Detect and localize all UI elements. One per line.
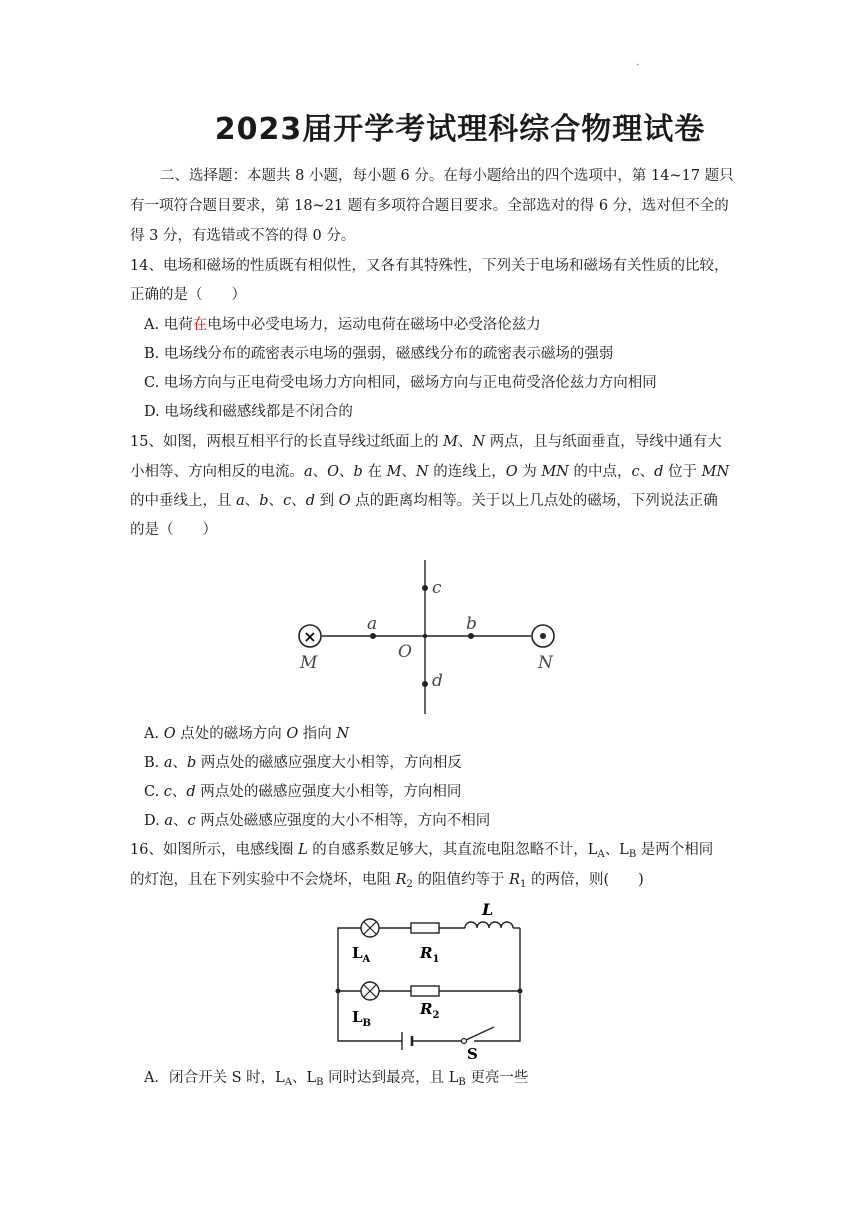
q15-var: c bbox=[187, 813, 196, 829]
q14-option-d: D. 电场线和磁感线都是不闭合的 bbox=[144, 404, 353, 420]
q15-option-a bbox=[144, 724, 349, 744]
q14-option-a bbox=[144, 315, 541, 335]
q16-var-l: L bbox=[298, 842, 308, 858]
q15-option-d bbox=[144, 811, 490, 831]
q15-text: 小相等、方向相反的电流。 bbox=[130, 464, 304, 480]
q16-text: 、L bbox=[292, 1070, 317, 1086]
q15-magnetic-field-diagram bbox=[290, 552, 570, 720]
label-a: a bbox=[367, 614, 378, 634]
q15-var: b bbox=[187, 755, 197, 771]
q15-text: 、 bbox=[172, 813, 188, 829]
point-d bbox=[422, 681, 428, 687]
label-lb bbox=[352, 1008, 371, 1029]
q15-var: MN bbox=[541, 464, 569, 480]
label-b: b bbox=[466, 614, 477, 634]
q15-text: C. bbox=[144, 784, 164, 800]
right-wire bbox=[474, 928, 520, 1041]
point-o bbox=[423, 634, 427, 638]
q16-text: 、L bbox=[604, 842, 629, 858]
q15-var: O bbox=[327, 464, 340, 480]
q15-option-c bbox=[144, 782, 461, 802]
q15-stem-line-1 bbox=[130, 432, 722, 452]
point-c bbox=[422, 585, 428, 591]
q14-option-a-text: A. 电荷 bbox=[144, 317, 193, 333]
q15-var: d bbox=[305, 493, 315, 509]
q15-text: 、 bbox=[457, 434, 473, 450]
q15-var: d bbox=[654, 464, 664, 480]
q15-var: b bbox=[353, 464, 363, 480]
q15-text: B. bbox=[144, 755, 164, 771]
label-r1 bbox=[419, 944, 439, 965]
q15-text: 的中垂线上，且 bbox=[130, 493, 237, 509]
inductor-l-icon bbox=[465, 922, 513, 928]
wire-n-out-icon bbox=[540, 633, 546, 639]
label-lb-sub: B bbox=[362, 1018, 371, 1029]
q16-text: 更亮一些 bbox=[465, 1070, 529, 1086]
q15-option-b bbox=[144, 753, 462, 773]
q15-var-m: M bbox=[443, 434, 458, 450]
label-r2 bbox=[419, 1000, 439, 1021]
q16-sub: 1 bbox=[520, 879, 527, 890]
q15-var: a bbox=[304, 464, 313, 480]
label-l: L bbox=[482, 900, 494, 919]
q14-option-c: C. 电场方向与正电荷受电场力方向相同，磁场方向与正电荷受洛伦兹力方向相同 bbox=[144, 375, 657, 391]
q15-var: a bbox=[164, 813, 173, 829]
q14-option-a-text-rest: 电场中必受电场力，运动电荷在磁场中必受洛伦兹力 bbox=[207, 317, 541, 333]
q15-text: D. bbox=[144, 813, 165, 829]
q16-text: 是两个相同 bbox=[636, 842, 714, 858]
resistor-r1-icon bbox=[411, 923, 439, 933]
wire-m-into-icon: × bbox=[303, 627, 317, 646]
q16-text: 的两倍，则( ) bbox=[526, 872, 644, 888]
section-instruction-line-1: 二、选择题：本题共 8 小题，每小题 6 分。在每小题给出的四个选项中，第 14~17 题只 bbox=[160, 168, 734, 184]
label-lb-main: L bbox=[352, 1008, 363, 1026]
label-c: c bbox=[432, 578, 442, 598]
q15-text: 、 bbox=[244, 493, 260, 509]
label-d: d bbox=[432, 671, 443, 691]
resistor-r2-icon bbox=[411, 986, 439, 996]
label-la bbox=[352, 944, 371, 965]
q15-text: 的中点， bbox=[568, 464, 632, 480]
switch-blade bbox=[466, 1027, 494, 1040]
q15-var: a bbox=[163, 755, 173, 771]
label-m: M bbox=[300, 653, 318, 673]
q15-var: c bbox=[163, 784, 172, 800]
q16-var: R bbox=[509, 872, 521, 888]
q16-sub: B bbox=[628, 849, 637, 860]
q15-text: 、 bbox=[172, 755, 188, 771]
q15-var: a bbox=[236, 493, 245, 509]
label-r2-sub: 2 bbox=[432, 1010, 440, 1021]
section-instruction-line-2: 有一项符合题目要求，第 18~21 题有多项符合题目要求。全部选对的得 6 分，选对但不全的 bbox=[130, 198, 729, 214]
q15-text: 两点处的磁感应强度大小相等，方向相同 bbox=[195, 784, 462, 800]
q16-sub: A bbox=[597, 849, 605, 860]
q15-text: 两点处磁感应强度的大小不相等，方向不相同 bbox=[195, 813, 491, 829]
q15-stem-line-3 bbox=[130, 491, 718, 511]
q15-var: N bbox=[415, 464, 429, 480]
q15-var: O bbox=[163, 726, 176, 742]
q16-var: R bbox=[395, 872, 407, 888]
q15-text: 到 bbox=[314, 493, 339, 509]
label-r1-main: R bbox=[420, 944, 433, 962]
q15-text: 的连线上， bbox=[428, 464, 506, 480]
q15-text: 15、如图，两根互相平行的长直导线过纸面上的 bbox=[130, 434, 444, 450]
q15-text: 在 bbox=[362, 464, 387, 480]
label-la-main: L bbox=[352, 944, 363, 962]
q15-stem-line-2 bbox=[130, 462, 729, 482]
q16-stem-line-2 bbox=[130, 870, 644, 895]
label-la-sub: A bbox=[362, 954, 371, 965]
label-s: S bbox=[467, 1045, 478, 1062]
q16-text: 同时达到最亮，且 L bbox=[323, 1070, 459, 1086]
q16-sub: B bbox=[316, 1077, 324, 1088]
q15-text: A. bbox=[144, 726, 164, 742]
q15-stem-line-4: 的是（ ） bbox=[130, 522, 217, 538]
page-title: 2023届开学考试理科综合物理试卷 bbox=[214, 112, 706, 147]
q14-option-a-highlight: 在 bbox=[192, 317, 208, 333]
q16-option-a bbox=[144, 1068, 528, 1093]
q15-var: O bbox=[338, 493, 351, 509]
label-o: O bbox=[398, 642, 412, 662]
q16-sub: B bbox=[458, 1077, 466, 1088]
switch-contact bbox=[462, 1039, 467, 1044]
q14-stem-line-1: 14、电场和磁场的性质既有相似性，又各有其特殊性，下列关于电场和磁场有关性质的比较， bbox=[130, 258, 729, 274]
q16-text: 的阻值约等于 bbox=[412, 872, 510, 888]
q15-var: M bbox=[386, 464, 402, 480]
q15-var: b bbox=[259, 493, 269, 509]
q15-var: N bbox=[336, 726, 350, 742]
q15-text: 、 bbox=[312, 464, 328, 480]
q15-var: O bbox=[505, 464, 518, 480]
label-r2-main: R bbox=[420, 1000, 433, 1018]
q15-text: 点处的磁场方向 bbox=[175, 726, 287, 742]
q15-text: 、 bbox=[291, 493, 306, 509]
q15-text: 指向 bbox=[298, 726, 337, 742]
q16-text: 的自感系数足够大，其直流电阻忽略不计，L bbox=[307, 842, 598, 858]
q16-text: A．闭合开关 S 时，L bbox=[144, 1070, 285, 1086]
q15-text: 、 bbox=[268, 493, 284, 509]
q15-text: 位于 bbox=[663, 464, 702, 480]
q15-text: 点的距离均相等。关于以上几点处的磁场，下列说法正确 bbox=[350, 493, 718, 509]
q16-sub: 2 bbox=[406, 879, 413, 890]
q16-sub: A bbox=[284, 1077, 292, 1088]
q15-text: 两点处的磁感应强度大小相等，方向相反 bbox=[196, 755, 462, 771]
q15-text: 、 bbox=[401, 464, 416, 480]
q15-var: MN bbox=[701, 464, 730, 480]
corner-mark: · bbox=[636, 60, 640, 71]
q16-circuit-diagram bbox=[330, 896, 530, 1062]
q14-stem-line-2: 正确的是（ ） bbox=[130, 287, 246, 303]
label-n: N bbox=[538, 653, 553, 673]
q15-var: d bbox=[186, 784, 196, 800]
q16-text: 16、如图所示，电感线圈 bbox=[130, 842, 299, 858]
q15-text: 、 bbox=[171, 784, 187, 800]
q15-var: c bbox=[283, 493, 292, 509]
q15-var: O bbox=[286, 726, 299, 742]
q15-var-n: N bbox=[472, 434, 486, 450]
q15-var: c bbox=[631, 464, 640, 480]
q15-text: 两点，且与纸面垂直，导线中通有大 bbox=[485, 434, 722, 450]
label-r1-sub: 1 bbox=[432, 954, 440, 965]
q14-option-b: B. 电场线分布的疏密表示电场的强弱，磁感线分布的疏密表示磁场的强弱 bbox=[144, 346, 614, 362]
q15-text: 为 bbox=[517, 464, 542, 480]
q16-text: 的灯泡，且在下列实验中不会烧坏，电阻 bbox=[130, 872, 396, 888]
section-instruction-line-3: 得 3 分，有选错或不答的得 0 分。 bbox=[130, 228, 356, 244]
q16-stem-line-1 bbox=[130, 840, 713, 865]
q15-text: 、 bbox=[339, 464, 354, 480]
q15-text: 、 bbox=[639, 464, 655, 480]
